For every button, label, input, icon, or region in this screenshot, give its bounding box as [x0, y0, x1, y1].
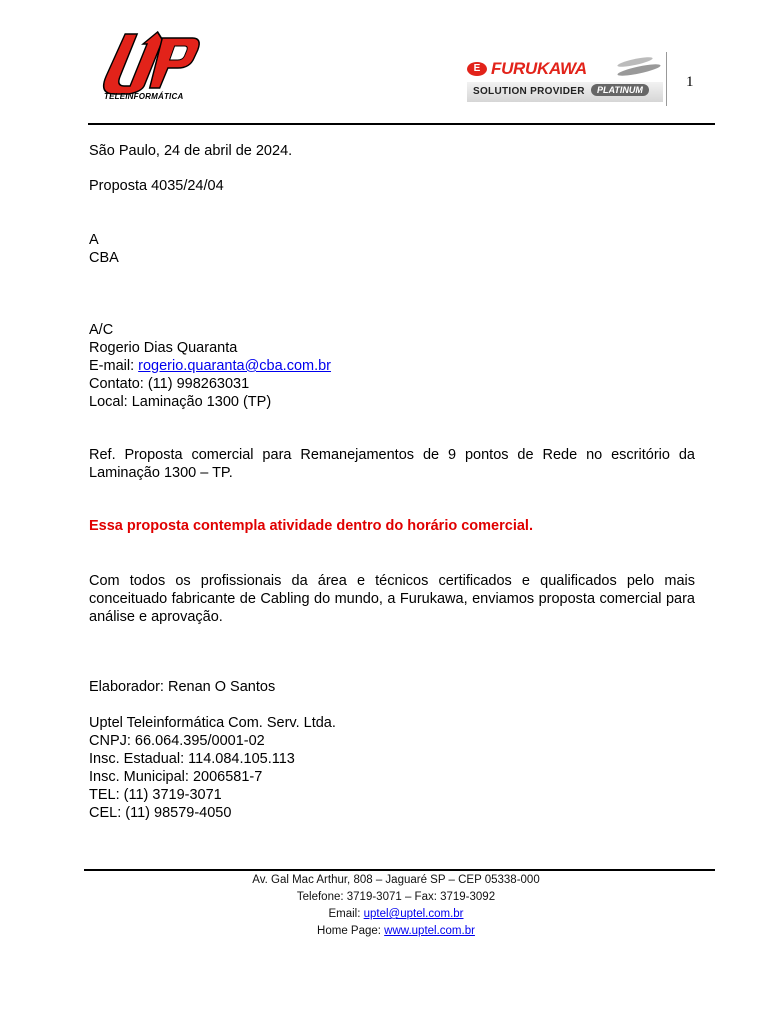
recipient-company: CBA: [89, 250, 119, 266]
furukawa-logo: [461, 52, 667, 106]
footer-phones: Telefone: 3719-3071 – Fax: 3719-3092: [296, 891, 496, 903]
attention-email-line: [89, 357, 331, 375]
furukawa-e-icon: E: [467, 62, 487, 76]
attention-location: Local: Laminação 1300 (TP): [89, 394, 272, 410]
footer-homepage-link[interactable]: www.uptel.com.br: [384, 925, 475, 937]
proposal-number: Proposta 4035/24/04: [89, 178, 224, 194]
footer-homepage-line: [80, 923, 712, 940]
furukawa-swoosh-icon: [611, 54, 663, 80]
footer-divider: [84, 869, 715, 871]
body-paragraph: Com todos os profissionais da área e técnicos certificados e qualificados pelo mais conceituado fabricante de Cabling do mundo, a Furukawa, enviamos proposta comercial para análise e aprovação.: [89, 573, 695, 625]
furukawa-wordmark: FURUKAWA: [491, 59, 587, 78]
company-city-registration: Insc. Municipal: 2006581-7: [89, 769, 263, 785]
attention-contact: Contato: (11) 998263031: [89, 376, 250, 392]
footer-email-label: Email:: [328, 908, 364, 920]
furukawa-platinum-badge: PLATINUM: [591, 84, 649, 96]
footer-address: Av. Gal Mac Arthur, 808 – Jaguaré SP – CEP 05338-000: [252, 874, 540, 886]
attention-email-label: E-mail:: [89, 358, 139, 374]
footer-email-link[interactable]: uptel@uptel.com.br: [363, 908, 464, 920]
footer-homepage-label: Home Page:: [317, 925, 385, 937]
company-state-registration: Insc. Estadual: 114.084.105.113: [89, 751, 295, 767]
attention-name: Rogerio Dias Quaranta: [89, 340, 238, 356]
business-hours-notice: Essa proposta contempla atividade dentro do horário comercial.: [89, 518, 533, 534]
page-number: 1: [686, 74, 694, 90]
author-line: Elaborador: Renan O Santos: [89, 679, 276, 695]
uptel-logo-tagline: TELEINFORMÁTICA: [104, 92, 184, 101]
uptel-logo: [98, 30, 202, 106]
company-cellphone: CEL: (11) 98579-4050: [89, 805, 232, 821]
attention-label: A/C: [89, 322, 114, 338]
date-line: São Paulo, 24 de abril de 2024.: [89, 143, 293, 159]
attention-email-link[interactable]: rogerio.quaranta@cba.com.br: [138, 358, 332, 374]
furukawa-provider-label: SOLUTION PROVIDER: [473, 86, 585, 97]
company-cnpj: CNPJ: 66.064.395/0001-02: [89, 733, 265, 749]
company-name: Uptel Teleinformática Com. Serv. Ltda.: [89, 715, 336, 731]
reference-paragraph: Ref. Proposta comercial para Remanejamentos de 9 pontos de Rede no escritório da Laminação 1300 – TP.: [89, 447, 695, 481]
footer-email-line: [80, 906, 712, 923]
header-divider: [88, 123, 715, 125]
recipient-label: A: [89, 232, 99, 248]
uptel-logo-wordmark: [158, 70, 161, 71]
company-telephone: TEL: (11) 3719-3071: [89, 787, 222, 803]
